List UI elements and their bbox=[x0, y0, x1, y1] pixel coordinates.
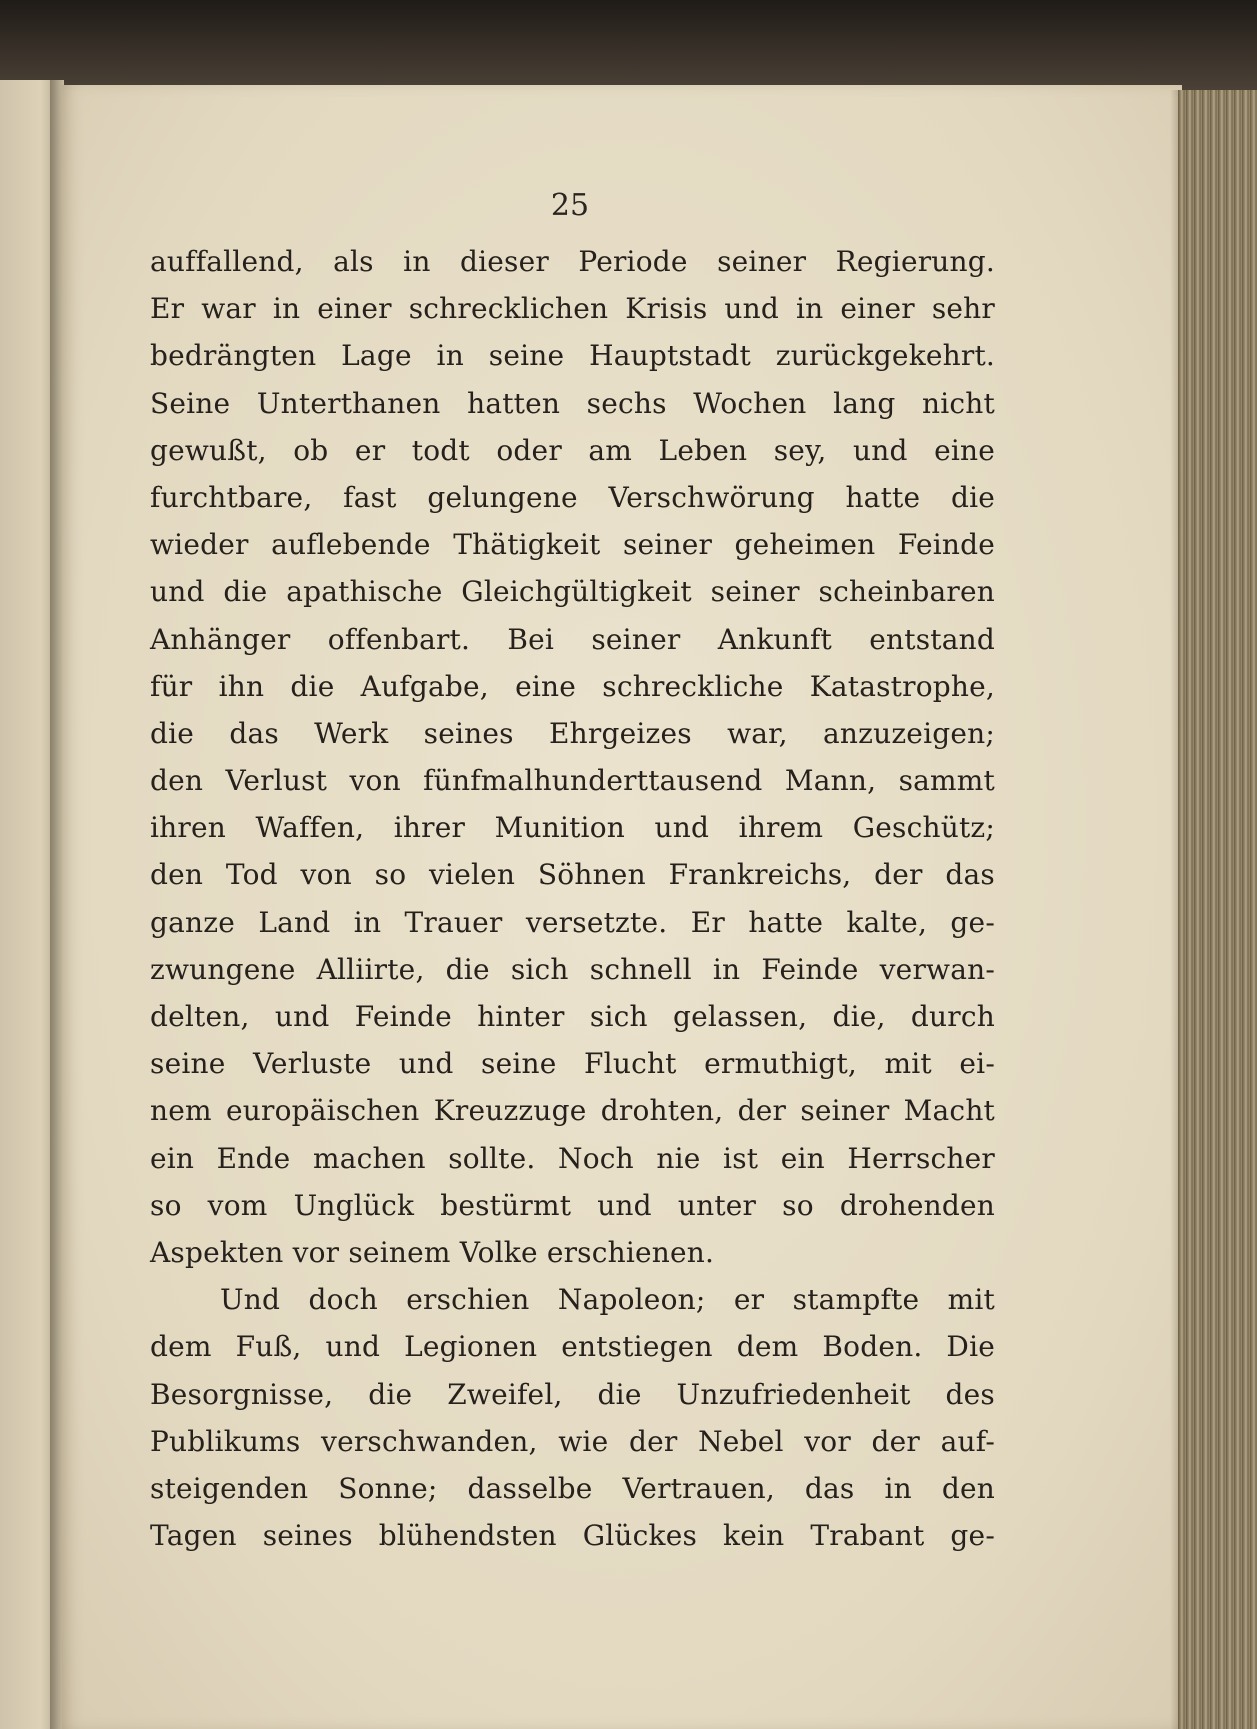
text-line: den Tod von so vielen Söhnen Frankreichs, der das bbox=[150, 858, 995, 892]
text-line: die das Werk seines Ehrgeizes war, anzuzeigen; bbox=[150, 716, 995, 750]
text-line: gewußt, ob er todt oder am Leben sey, und eine bbox=[150, 433, 995, 467]
text-line: Er war in einer schrecklichen Krisis und in einer sehr bbox=[150, 292, 995, 326]
text-line: für ihn die Aufgabe, eine schreckliche Katastrophe, bbox=[150, 669, 995, 703]
text-line: ganze Land in Trauer versetzte. Er hatte kalte, ge- bbox=[150, 905, 995, 939]
text-line: bedrängten Lage in seine Hauptstadt zurückgekehrt. bbox=[150, 339, 995, 373]
page-text bbox=[150, 238, 995, 1559]
text-line: Publikums verschwanden, wie der Nebel vor der auf- bbox=[150, 1424, 995, 1458]
text-line: Anhänger offenbart. Bei seiner Ankunft entstand bbox=[150, 622, 995, 656]
text-line: seine Verluste und seine Flucht ermuthigt, mit ei- bbox=[150, 1047, 995, 1081]
page-stack-edges bbox=[1178, 90, 1257, 1729]
text-line: steigenden Sonne; dasselbe Vertrauen, das in den bbox=[150, 1471, 995, 1505]
text-line: auffallend, als in dieser Periode seiner Regierung. bbox=[150, 245, 995, 278]
text-line: Aspekten vor seinem Volke erschienen. bbox=[150, 1235, 715, 1269]
text-line: Besorgnisse, die Zweifel, die Unzufriedenheit des bbox=[150, 1377, 995, 1411]
text-line: nem europäischen Kreuzzuge drohten, der seiner Macht bbox=[150, 1094, 995, 1128]
text-line: so vom Unglück bestürmt und unter so drohenden bbox=[150, 1188, 995, 1222]
text-line: delten, und Feinde hinter sich gelassen, die, durch bbox=[150, 1000, 995, 1033]
text-line: dem Fuß, und Legionen entstiegen dem Boden. Die bbox=[150, 1330, 995, 1364]
book-top-edge bbox=[0, 0, 1257, 90]
text-line: und die apathische Gleichgültigkeit seiner scheinbaren bbox=[150, 575, 995, 609]
text-line: furchtbare, fast gelungene Verschwörung hatte die bbox=[150, 480, 995, 514]
text-line: Seine Unterthanen hatten sechs Wochen lang nicht bbox=[150, 386, 995, 420]
text-line: Tagen seines blühendsten Glückes kein Trabant ge- bbox=[150, 1519, 995, 1553]
text-line: den Verlust von fünfmalhunderttausend Mann, sammt bbox=[150, 764, 995, 798]
text-line: ihren Waffen, ihrer Munition und ihrem Geschütz; bbox=[150, 811, 995, 845]
text-line: zwungene Alliirte, die sich schnell in Feinde verwan- bbox=[150, 952, 995, 986]
text-line: ein Ende machen sollte. Noch nie ist ein Herrscher bbox=[150, 1141, 995, 1175]
text-line: wieder auflebende Thätigkeit seiner geheimen Feinde bbox=[150, 528, 995, 562]
text-line: Und doch erschien Napoleon; er stampfte mit bbox=[220, 1283, 995, 1317]
page-number: 25 bbox=[550, 188, 590, 223]
